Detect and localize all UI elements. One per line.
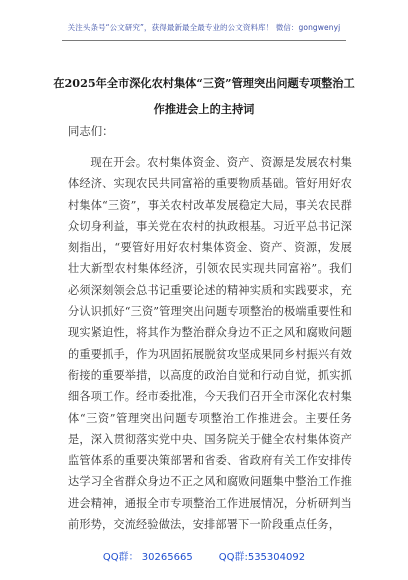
footer-qq-group-1: QQ群： 30265665 (102, 552, 193, 563)
footer-contact (0, 548, 408, 563)
footer-qq-group-2: QQ群:535304092 (218, 552, 306, 563)
document-title: 在2025年全市深化农村集体“三资”管理突出问题专项整治工作推进会上的主持词 (53, 76, 355, 116)
header-divider (62, 40, 346, 41)
header-banner: 关注头条号“公文研究”，获得最新最全最专业的公文资料库！ 微信：gongwenyj (67, 23, 341, 32)
salutation: 同志们： (68, 124, 114, 138)
body-paragraph: 现在开会。农村集体资金、资产、资源是发展农村集体经济、实现农民共同富裕的重要物质基础。管好用好农村集体“三资”，事关农村改革发展稳定大局，事关农民群众切身利益，事关党在农村的执政根基。习近平总书记深刻指出，“要管好用好农村集体资金、资产、资源，发展壮大新型农村集体经济，引领农民实现共同富裕”。我们必须深刻领会总书记重要论述的精神实质和实践要求，充分认识抓好“三资”管理突出问题专项整治的极端重要性和现实紧迫性，将其作为整治群众身边不正之风和腐败问题的重要抓手，作为巩固拓展脱贫攻坚成果同乡村振兴有效衔接的重要举措，以高度的政治自觉和行动自觉，抓实抓细各项工作。经市委批准，今天我们召开全市深化农村集体“三资”管理突出问题专项整治工作推进会。主要任务是，深入贯彻落实党中央、国务院关于健全农村集体资产监管体系的重要决策部署和省委、省政府有关工作安排传达学习全省群众身边不正之风和腐败问题集中整治工作推进会精神，通报全市专项整治工作进展情况，分析研判当前形势，交流经验做法，安排部署下一阶段重点任务， (68, 156, 352, 532)
